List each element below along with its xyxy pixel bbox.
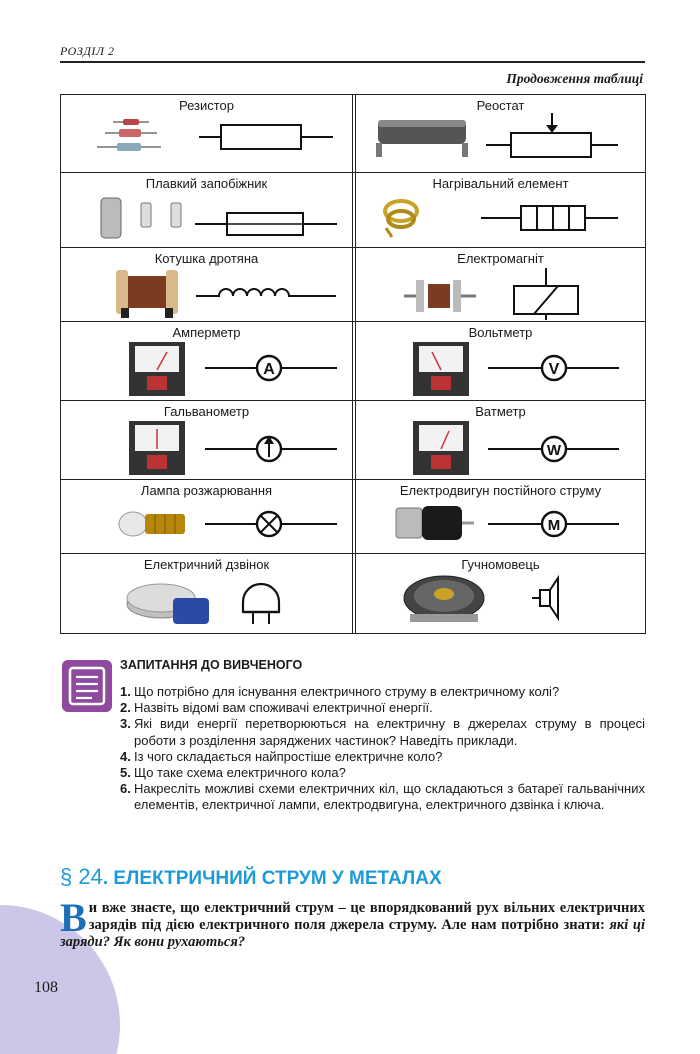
intro-question: які ці заряди? Як вони рухаються? (60, 917, 645, 950)
galvanometer-icon (61, 401, 352, 480)
heating-element-icon (356, 173, 645, 248)
question-number: 3. (120, 716, 131, 732)
fuse-icon (61, 173, 352, 248)
ammeter-icon (61, 322, 352, 401)
table-cell (356, 480, 645, 553)
cell-label: Амперметр (172, 325, 241, 340)
section-header: РОЗДІЛ 2 (60, 44, 115, 58)
table-cell (356, 322, 645, 400)
motor-symbol: M (547, 517, 561, 534)
question-number: 2. (120, 700, 131, 716)
lamp-icon (61, 480, 352, 554)
cell-label: Плавкий запобіжник (145, 176, 268, 191)
ammeter-symbol: A (263, 361, 275, 378)
table-cell (356, 554, 645, 635)
intro-text: и вже знаєте, що електричний струм – це впорядкований рух вільних електричних зарядів під дією електричного поля джерела струму. Але нам потрібно знати: (88, 900, 645, 933)
bell-icon (61, 554, 352, 635)
header-rule (60, 61, 645, 63)
section-heading (60, 864, 442, 890)
table-cell (61, 554, 352, 635)
table-row (61, 248, 645, 322)
section-title: . ЕЛЕКТРИЧНИЙ СТРУМ У МЕТАЛАХ (102, 868, 442, 889)
cell-label: Резистор (178, 98, 235, 113)
question-text: Назвіть відомі вам споживачі електричної енергії. (134, 700, 433, 716)
table-cell (356, 173, 645, 247)
question-text: Накресліть можливі схеми електричних кіл, що складаються з батареї гальванічних елементів, електричної лампи, електродвигуна, електричного дзвінка і ключа. (134, 781, 645, 813)
table-continued-label: Продовження таблиці (506, 71, 643, 86)
cell-label: Ватметр (475, 404, 526, 419)
cell-label: Гальванометр (163, 404, 250, 419)
list-item (120, 765, 645, 781)
table-row (61, 401, 645, 480)
cell-label: Вольтметр (468, 325, 533, 340)
coil-icon (61, 248, 352, 322)
table-row (61, 480, 645, 554)
cell-label: Нагрівальний елемент (432, 176, 569, 191)
voltmeter-symbol: V (548, 361, 560, 378)
list-item (120, 749, 645, 765)
table-cell (61, 480, 352, 553)
wattmeter-symbol: W (546, 442, 562, 459)
questions-title: ЗАПИТАННЯ ДО ВИВЧЕНОГО (120, 658, 303, 672)
section-number: § 24 (60, 864, 103, 889)
question-text: Із чого складається найпростіше електричне коло? (134, 748, 443, 764)
question-text: Що потрібно для існування електричного струму в електричному колі? (134, 684, 560, 699)
voltmeter-icon (356, 322, 645, 401)
list-item (120, 700, 645, 716)
intro-paragraph (60, 895, 645, 951)
question-number: 1. (120, 684, 131, 699)
table-cell (61, 173, 352, 247)
table-cell (356, 401, 645, 479)
question-text: Що таке схема електричного кола? (134, 765, 346, 781)
cell-label: Електричний дзвінок (143, 557, 270, 572)
question-number: 4. (120, 748, 131, 764)
list-item (120, 684, 645, 700)
table-row (61, 322, 645, 401)
table-cell (356, 95, 645, 172)
questions-list (120, 684, 645, 814)
table-row (61, 95, 645, 173)
wattmeter-icon (356, 401, 645, 480)
cell-label: Котушка дротяна (154, 251, 259, 266)
motor-icon (356, 480, 645, 554)
table-cell (61, 322, 352, 400)
table-cell (61, 95, 352, 172)
cell-label: Гучномовець (461, 557, 540, 572)
electromagnet-icon (356, 248, 645, 322)
cell-label: Лампа розжарювання (140, 483, 273, 498)
cell-label: Електромагніт (457, 251, 544, 266)
table-row (61, 173, 645, 248)
table-cell (356, 248, 645, 321)
symbols-table (60, 94, 646, 634)
list-item (120, 781, 645, 813)
table-cell (61, 248, 352, 321)
resistor-icon (61, 95, 352, 173)
question-text: Які види енергії перетворюються на електричну в джерелах струму в процесі роботи з розділення заряджених частинок? Наведіть приклади. (134, 716, 645, 748)
speaker-icon (356, 554, 645, 635)
rheostat-icon (356, 95, 645, 173)
page-number: 108 (34, 979, 58, 996)
list-item (120, 716, 645, 748)
table-row (61, 554, 645, 635)
cell-label: Реостат (476, 98, 525, 113)
cell-label: Електродвигун постійного струму (399, 483, 602, 498)
question-number: 5. (120, 765, 131, 781)
question-number: 6. (120, 781, 131, 797)
table-cell (61, 401, 352, 479)
drop-cap: В (60, 895, 87, 940)
questions-icon (62, 660, 112, 712)
